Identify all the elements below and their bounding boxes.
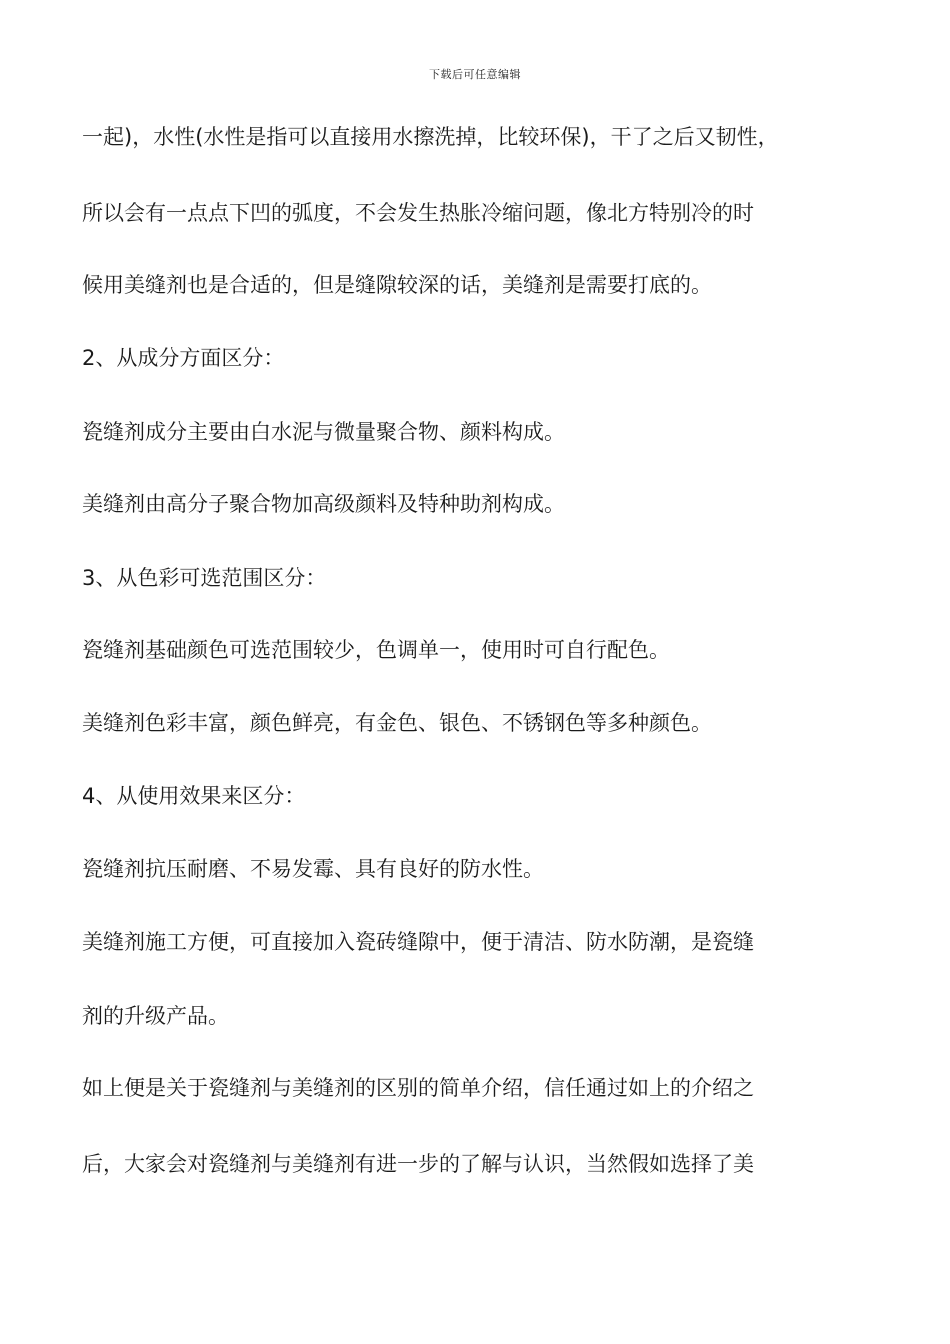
paragraph-line: 美缝剂由高分子聚合物加高级颜料及特种助剂构成。 bbox=[82, 492, 565, 516]
paragraph-line: 瓷缝剂成分主要由白水泥与微量聚合物、颜料构成。 bbox=[82, 420, 565, 444]
section-heading: 2、从成分方面区分： bbox=[82, 346, 285, 370]
paragraph-line: 一起)，水性(水性是指可以直接用水擦洗掉，比较环保)，干了之后又韧性， bbox=[82, 125, 779, 149]
section-heading: 3、从色彩可选范围区分： bbox=[82, 566, 327, 590]
paragraph-line: 美缝剂色彩丰富，颜色鲜亮，有金色、银色、不锈钢色等多种颜色。 bbox=[82, 711, 712, 735]
section-heading: 4、从使用效果来区分： bbox=[82, 784, 306, 808]
paragraph-line: 候用美缝剂也是合适的，但是缝隙较深的话，美缝剂是需要打底的。 bbox=[82, 273, 712, 297]
paragraph-line: 所以会有一点点下凹的弧度，不会发生热胀冷缩问题，像北方特别冷的时 bbox=[82, 201, 754, 225]
paragraph-line: 瓷缝剂抗压耐磨、不易发霉、具有良好的防水性。 bbox=[82, 857, 544, 881]
paragraph-line: 后，大家会对瓷缝剂与美缝剂有进一步的了解与认识，当然假如选择了美 bbox=[82, 1152, 754, 1176]
paragraph-line: 美缝剂施工方便，可直接加入瓷砖缝隙中，便于清洁、防水防潮，是瓷缝 bbox=[82, 930, 754, 954]
page-header: 下载后可任意编辑 bbox=[429, 68, 521, 81]
paragraph-line: 剂的升级产品。 bbox=[82, 1004, 229, 1028]
paragraph-line: 瓷缝剂基础颜色可选范围较少，色调单一，使用时可自行配色。 bbox=[82, 638, 670, 662]
paragraph-line: 如上便是关于瓷缝剂与美缝剂的区别的简单介绍，信任通过如上的介绍之 bbox=[82, 1076, 754, 1100]
